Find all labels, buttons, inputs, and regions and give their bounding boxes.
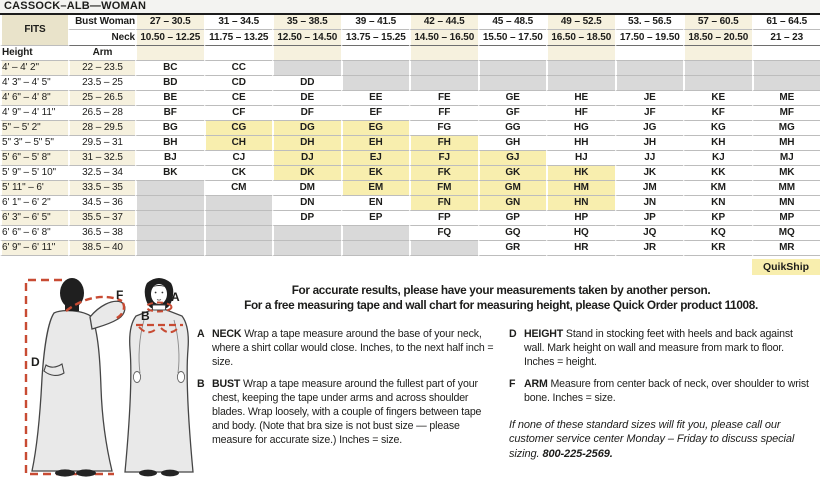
header-spacer-cell: [341, 46, 410, 61]
intro-line-1: For accurate results, please have your measurements taken by another person.: [291, 283, 711, 297]
size-cell: FE: [409, 91, 478, 106]
empty-cell: [204, 226, 273, 241]
height-cell: 5" – 5' 2": [0, 121, 68, 136]
size-cell: BG: [135, 121, 204, 136]
size-cell: JR: [615, 241, 684, 256]
definition-letter: A: [197, 328, 205, 340]
height-col-label: Height: [0, 46, 68, 61]
header-spacer-cell: [478, 46, 547, 61]
empty-cell: [409, 76, 478, 91]
definition-letter: F: [509, 378, 516, 391]
size-cell: GM: [478, 181, 547, 196]
empty-cell: [135, 241, 204, 256]
arm-cell: 26.5 – 28: [68, 106, 135, 121]
size-cell: HE: [546, 91, 615, 106]
size-cell: BE: [135, 91, 204, 106]
empty-cell: [409, 241, 478, 256]
note-phone: 800-225-2569.: [542, 447, 613, 460]
size-cell: KH: [683, 136, 752, 151]
height-cell: 6' 9" – 6' 11": [0, 241, 68, 256]
size-cell: GE: [478, 91, 547, 106]
height-cell: 5' 6" – 5' 8": [0, 151, 68, 166]
size-cell: MQ: [752, 226, 820, 241]
neck-range-cell: 16.50 – 18.50: [546, 30, 615, 46]
empty-cell: [272, 61, 341, 76]
figure-label-d: D: [31, 355, 40, 369]
definition-text: NECK Wrap a tape measure around the base of your neck, where a shirt collar would close. Inches, to the next half inch = size.: [212, 328, 494, 368]
neck-range-cell: 14.50 – 16.50: [409, 30, 478, 46]
neck-range-row: [0, 30, 820, 46]
definition-term: HEIGHT: [524, 328, 566, 340]
size-cell: HN: [546, 196, 615, 211]
size-cell: FJ: [409, 151, 478, 166]
size-cell: BF: [135, 106, 204, 121]
size-cell: CJ: [204, 151, 273, 166]
size-cell: FH: [409, 136, 478, 151]
empty-cell: [135, 181, 204, 196]
definition-item-height: [509, 328, 815, 369]
size-cell: JF: [615, 106, 684, 121]
size-cell: KF: [683, 106, 752, 121]
empty-cell: [272, 241, 341, 256]
bust-range-cell: 57 – 60.5: [683, 15, 752, 30]
size-cell: EM: [341, 181, 410, 196]
size-cell: GP: [478, 211, 547, 226]
size-cell: BD: [135, 76, 204, 91]
size-cell: EH: [341, 136, 410, 151]
front-view-figure: [125, 278, 193, 476]
intro-text: [190, 283, 812, 313]
table-row: [0, 196, 820, 211]
empty-cell: [272, 226, 341, 241]
size-cell: HM: [546, 181, 615, 196]
size-cell: HH: [546, 136, 615, 151]
definitions-column-right-items: [509, 328, 815, 406]
figure-label-a: A: [171, 290, 180, 304]
empty-cell: [341, 226, 410, 241]
size-table-body: [0, 61, 820, 256]
neck-range-cell: 12.50 – 14.50: [272, 30, 341, 46]
height-cell: 6' 6" – 6' 8": [0, 226, 68, 241]
height-cell: 4' 3" – 4' 5": [0, 76, 68, 91]
empty-cell: [478, 76, 547, 91]
size-cell: EF: [341, 106, 410, 121]
size-cell: MP: [752, 211, 820, 226]
header-spacer-cell: [204, 46, 273, 61]
size-cell: CC: [204, 61, 273, 76]
empty-cell: [135, 226, 204, 241]
table-row: [0, 241, 820, 256]
neck-range-cell: 10.50 – 12.25: [135, 30, 204, 46]
size-cell: KE: [683, 91, 752, 106]
empty-cell: [683, 61, 752, 76]
size-cell: BC: [135, 61, 204, 76]
height-cell: 5" 3" – 5" 5": [0, 136, 68, 151]
size-cell: HF: [546, 106, 615, 121]
size-cell: DF: [272, 106, 341, 121]
size-cell: JJ: [615, 151, 684, 166]
size-cell: KR: [683, 241, 752, 256]
size-cell: FF: [409, 106, 478, 121]
size-cell: DD: [272, 76, 341, 91]
definition-term: BUST: [212, 378, 244, 391]
size-cell: JH: [615, 136, 684, 151]
size-cell: FQ: [409, 226, 478, 241]
height-cell: 6' 1" – 6' 2": [0, 196, 68, 211]
size-cell: JQ: [615, 226, 684, 241]
size-cell: ME: [752, 91, 820, 106]
size-cell: KP: [683, 211, 752, 226]
arm-cell: 25 – 26.5: [68, 91, 135, 106]
size-cell: EK: [341, 166, 410, 181]
table-row: [0, 91, 820, 106]
size-cell: DN: [272, 196, 341, 211]
arm-cell: 22 – 23.5: [68, 61, 135, 76]
neck-range-cell: 11.75 – 13.25: [204, 30, 273, 46]
size-cell: BK: [135, 166, 204, 181]
arm-cell: 29.5 – 31: [68, 136, 135, 151]
size-cell: DP: [272, 211, 341, 226]
quikship-row: [0, 256, 820, 276]
size-table-head: [0, 15, 820, 61]
empty-cell: [204, 211, 273, 226]
size-cell: JN: [615, 196, 684, 211]
size-cell: MH: [752, 136, 820, 151]
size-cell: BH: [135, 136, 204, 151]
table-row: [0, 106, 820, 121]
size-cell: KN: [683, 196, 752, 211]
size-cell: HJ: [546, 151, 615, 166]
intro-line-2: For a free measuring tape and wall chart for measuring height, please Quick Order product 11008.: [244, 298, 758, 312]
size-cell: MK: [752, 166, 820, 181]
bust-range-cell: 53. – 56.5: [615, 15, 684, 30]
bust-range-cell: 49 – 52.5: [546, 15, 615, 30]
bust-range-cell: 39 – 41.5: [341, 15, 410, 30]
size-cell: HR: [546, 241, 615, 256]
bust-range-row: [0, 15, 820, 30]
size-cell: JP: [615, 211, 684, 226]
measurement-figures: [4, 276, 206, 482]
size-cell: GF: [478, 106, 547, 121]
size-cell: CE: [204, 91, 273, 106]
size-cell: CG: [204, 121, 273, 136]
size-cell: CK: [204, 166, 273, 181]
size-cell: MM: [752, 181, 820, 196]
table-row: [0, 121, 820, 136]
neck-range-cell: 15.50 – 17.50: [478, 30, 547, 46]
size-cell: GH: [478, 136, 547, 151]
table-row: [0, 226, 820, 241]
arm-cell: 23.5 – 25: [68, 76, 135, 91]
header-spacer-cell: [752, 46, 820, 61]
empty-cell: [204, 196, 273, 211]
size-cell: GK: [478, 166, 547, 181]
size-cell: DM: [272, 181, 341, 196]
arm-cell: 28 – 29.5: [68, 121, 135, 136]
empty-cell: [341, 61, 410, 76]
definition-item-arm: [509, 378, 815, 406]
header-spacer-cell: [683, 46, 752, 61]
bust-range-cell: 45 – 48.5: [478, 15, 547, 30]
size-cell: GJ: [478, 151, 547, 166]
definition-term: ARM: [524, 378, 551, 391]
height-cell: 4' 6" – 4' 8": [0, 91, 68, 106]
bust-range-cell: 61 – 64.5: [752, 15, 820, 30]
table-row: [0, 151, 820, 166]
empty-cell: [478, 61, 547, 76]
size-cell: KG: [683, 121, 752, 136]
bust-range-cell: 42 – 44.5: [409, 15, 478, 30]
size-cell: JG: [615, 121, 684, 136]
size-cell: MN: [752, 196, 820, 211]
empty-cell: [135, 211, 204, 226]
page-title: CASSOCK–ALB—WOMAN: [0, 0, 820, 15]
definition-text: BUST Wrap a tape measure around the fullest part of your chest, keeping the tape under arms and across shoulder blades. Wrap loosely, with a couple of fingers between tape and body. (Note that bra size is not bust size — please measure for accurate size.) Inches = size.: [212, 378, 482, 446]
size-cell: GN: [478, 196, 547, 211]
neck-range-cell: 18.50 – 20.50: [683, 30, 752, 46]
definition-item-neck: [197, 328, 501, 369]
header-spacer-cell: [409, 46, 478, 61]
size-cell: JM: [615, 181, 684, 196]
size-cell: GG: [478, 121, 547, 136]
size-cell: HQ: [546, 226, 615, 241]
height-cell: 6' 3" – 6' 5": [0, 211, 68, 226]
size-cell: CD: [204, 76, 273, 91]
size-cell: DJ: [272, 151, 341, 166]
bust-range-cell: 31 – 34.5: [204, 15, 273, 30]
arm-cell: 34.5 – 36: [68, 196, 135, 211]
size-cell: EP: [341, 211, 410, 226]
arm-cell: 36.5 – 38: [68, 226, 135, 241]
size-cell: FP: [409, 211, 478, 226]
empty-cell: [546, 76, 615, 91]
size-cell: CM: [204, 181, 273, 196]
size-cell: CH: [204, 136, 273, 151]
arm-cell: 35.5 – 37: [68, 211, 135, 226]
size-cell: KM: [683, 181, 752, 196]
size-cell: MJ: [752, 151, 820, 166]
empty-cell: [683, 76, 752, 91]
table-row: [0, 166, 820, 181]
definition-text: HEIGHT Stand in stocking feet with heels and back against wall. Mark height on wall and measure from mark to floor. Inches = height.: [524, 328, 793, 368]
bust-row-label: Bust Woman: [68, 15, 135, 30]
definition-text: ARM Measure from center back of neck, over shoulder to wrist bone. Inches = size.: [524, 378, 809, 405]
table-row: [0, 211, 820, 226]
size-cell: HG: [546, 121, 615, 136]
size-cell: EN: [341, 196, 410, 211]
empty-cell: [615, 61, 684, 76]
size-table: [0, 15, 820, 256]
note-text: If none of these standard sizes will fit you, please call our customer service center Monday – Friday to discuss special sizing.: [509, 418, 795, 460]
size-cell: MG: [752, 121, 820, 136]
size-cell: GQ: [478, 226, 547, 241]
arm-cell: 38.5 – 40: [68, 241, 135, 256]
size-cell: EJ: [341, 151, 410, 166]
definition-letter: B: [197, 378, 205, 391]
size-cell: DG: [272, 121, 341, 136]
size-cell: DH: [272, 136, 341, 151]
height-cell: 4' – 4' 2": [0, 61, 68, 76]
size-cell: HK: [546, 166, 615, 181]
header-spacer-cell: [546, 46, 615, 61]
table-row: [0, 61, 820, 76]
neck-range-cell: 17.50 – 19.50: [615, 30, 684, 46]
empty-cell: [204, 241, 273, 256]
size-cell: GR: [478, 241, 547, 256]
size-cell: KQ: [683, 226, 752, 241]
bust-range-cell: 27 – 30.5: [135, 15, 204, 30]
header-spacer-cell: [272, 46, 341, 61]
definitions-column-left: [197, 328, 501, 456]
neck-range-cell: 13.75 – 15.25: [341, 30, 410, 46]
arm-col-label: Arm: [68, 46, 135, 61]
empty-cell: [546, 61, 615, 76]
bust-range-cell: 35 – 38.5: [272, 15, 341, 30]
height-cell: 5' 11" – 6': [0, 181, 68, 196]
size-cell: KK: [683, 166, 752, 181]
empty-cell: [752, 76, 820, 91]
size-cell: BJ: [135, 151, 204, 166]
figure-label-f: F: [116, 288, 124, 302]
instructions-section: [0, 276, 820, 482]
table-row: [0, 76, 820, 91]
back-view-figure: [32, 278, 125, 477]
size-cell: DK: [272, 166, 341, 181]
height-cell: 5' 9" – 5' 10": [0, 166, 68, 181]
definitions-column-right: [509, 328, 815, 461]
empty-cell: [615, 76, 684, 91]
size-cell: CF: [204, 106, 273, 121]
size-cell: FK: [409, 166, 478, 181]
special-sizing-note: [509, 418, 815, 462]
empty-cell: [409, 61, 478, 76]
arm-cell: 31 – 32.5: [68, 151, 135, 166]
figure-label-b: B: [141, 309, 150, 323]
size-cell: MF: [752, 106, 820, 121]
arm-cell: 33.5 – 35: [68, 181, 135, 196]
size-cell: FG: [409, 121, 478, 136]
size-cell: HP: [546, 211, 615, 226]
size-cell: JE: [615, 91, 684, 106]
size-cell: FN: [409, 196, 478, 211]
header-spacer-cell: [615, 46, 684, 61]
table-row: [0, 181, 820, 196]
quikship-badge: QuikShip: [752, 259, 820, 275]
size-cell: KJ: [683, 151, 752, 166]
empty-cell: [341, 76, 410, 91]
size-cell: JK: [615, 166, 684, 181]
height-cell: 4' 9" – 4' 11": [0, 106, 68, 121]
definition-term: NECK: [212, 328, 245, 340]
fits-label: FITS: [0, 15, 68, 46]
size-cell: FM: [409, 181, 478, 196]
empty-cell: [341, 241, 410, 256]
height-arm-header-row: [0, 46, 820, 61]
size-cell: MR: [752, 241, 820, 256]
empty-cell: [752, 61, 820, 76]
definition-item-bust: [197, 378, 501, 447]
arm-cell: 32.5 – 34: [68, 166, 135, 181]
definition-letter: D: [509, 328, 517, 340]
neck-row-label: Neck: [68, 30, 135, 46]
empty-cell: [135, 196, 204, 211]
size-cell: DE: [272, 91, 341, 106]
header-spacer-cell: [135, 46, 204, 61]
size-cell: EG: [341, 121, 410, 136]
size-cell: EE: [341, 91, 410, 106]
neck-range-cell: 21 – 23: [752, 30, 820, 46]
table-row: [0, 136, 820, 151]
